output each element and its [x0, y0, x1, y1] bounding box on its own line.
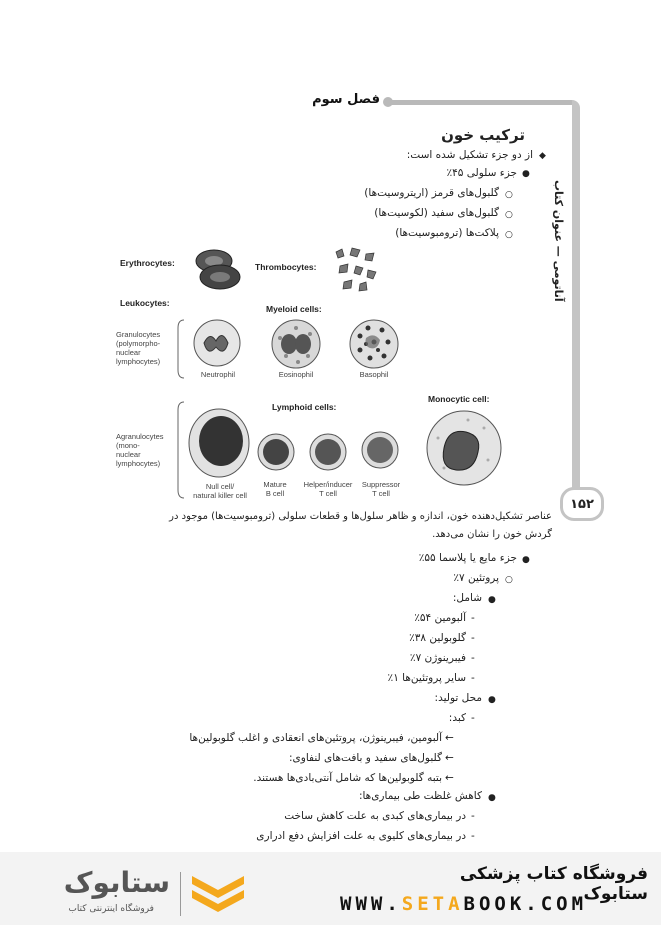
decrease-item: در بیماری‌های کبدی به علت کاهش ساخت [284, 810, 466, 822]
erythrocytes-illustration [190, 245, 245, 293]
circle-bullet-icon: ○ [505, 575, 513, 585]
section-intro: از دو جزء تشکیل شده است: [406, 149, 533, 161]
chapter-dot [383, 97, 393, 107]
leukocytes-label: Leukocytes: [120, 298, 170, 308]
eosinophil-label: Eosinophil [278, 370, 314, 379]
cell-item: پلاکت‌ها (ترومبوسیت‌ها) [395, 227, 499, 239]
neutrophil-illustration [192, 318, 242, 368]
bullet-icon: ● [522, 169, 530, 179]
mature-b-cell-label: Mature B cell [263, 480, 287, 498]
protein-item: سایر پروتئین‌ها ۱٪ [387, 672, 466, 684]
figure-caption-line: گردش خون را نشان می‌دهد. [432, 529, 552, 540]
bullet-icon: ● [488, 793, 496, 803]
null-cell-illustration [186, 406, 252, 480]
granulocytes-label: Granulocytes (polymorpho- nuclear lymphocytes) [116, 330, 161, 366]
basophil-label: Basophil [359, 370, 389, 379]
circle-bullet-icon: ○ [505, 230, 513, 240]
arrow-item: بتبه گلوبولین‌ها که شامل آنتی‌بادی‌ها هستند. [253, 772, 442, 784]
myeloid-label: Myeloid cells: [266, 304, 322, 314]
proteins-item: پروتئین ۷٪ [453, 572, 499, 584]
helper-t-cell-label: Helper/inducer T cell [303, 480, 353, 498]
spine-label: آناتومی — عنوان کتاب [552, 180, 565, 302]
bullet-icon: ● [488, 695, 496, 705]
plasma-title: جزء مایع یا پلاسما ۵۵٪ [418, 552, 517, 564]
helper-t-cell-illustration [308, 432, 348, 472]
logo-text: ستابوک [63, 866, 170, 899]
logo-divider [180, 872, 181, 916]
circle-bullet-icon: ○ [505, 190, 513, 200]
book-logo-icon [188, 868, 248, 920]
protein-item: فیبرینوژن ۷٪ [409, 652, 466, 664]
dash-icon: - [471, 612, 475, 624]
section-title: ترکیب خون [441, 126, 525, 144]
protein-item: گلوبولین ۳۸٪ [409, 632, 466, 644]
arrow-left-icon: ← [445, 772, 454, 784]
dash-icon: - [471, 652, 475, 664]
liver-item: کبد: [448, 712, 466, 724]
bullet-icon: ● [522, 555, 530, 565]
arrow-left-icon: ← [445, 732, 454, 744]
dash-icon: - [471, 632, 475, 644]
logo-subtitle: فروشگاه اینترنتی کتاب [68, 904, 154, 914]
bullet-icon: ● [488, 595, 496, 605]
mature-b-cell-illustration [256, 432, 296, 472]
includes-item: شامل: [452, 592, 482, 604]
decrease-title: کاهش غلظت طی بیماری‌ها: [358, 790, 482, 802]
chapter-title: فصل سوم [312, 92, 380, 107]
dash-icon: - [471, 712, 475, 724]
diamond-bullet-icon: ◆ [539, 151, 546, 161]
agranulocytes-label: Agranulocytes (mono- nuclear lymphocytes) [116, 432, 164, 468]
eosinophil-illustration [270, 318, 322, 370]
page-number: ۱۵۲ [560, 487, 604, 521]
suppressor-t-cell-illustration [360, 430, 400, 470]
protein-item: آلبومین ۵۴٪ [414, 612, 466, 624]
thrombocytes-illustration [332, 246, 382, 298]
erythrocytes-label: Erythrocytes: [120, 258, 175, 268]
store-name: فروشگاه کتاب پزشکی ستابوک [459, 864, 648, 904]
circle-bullet-icon: ○ [505, 210, 513, 220]
decrease-item: در بیماری‌های کلیوی به علت افزایش دفع ادراری [256, 830, 466, 842]
store-url[interactable]: WWW.SETABOOK.COM [340, 893, 588, 915]
cell-item: گلبول‌های سفید (لکوسیت‌ها) [374, 207, 499, 219]
null-cell-label: Null cell/ natural killer cell [193, 482, 247, 500]
basophil-illustration [348, 318, 400, 370]
neutrophil-label: Neutrophil [200, 370, 236, 379]
granulocytes-bracket [176, 318, 186, 380]
lymphoid-label: Lymphoid cells: [272, 402, 337, 412]
cellular-part: جزء سلولی ۴۵٪ [446, 167, 517, 179]
thrombocytes-label: Thrombocytes: [255, 262, 317, 272]
monocyte-illustration [424, 408, 504, 488]
suppressor-t-cell-label: Suppressor T cell [361, 480, 401, 498]
dash-icon: - [471, 830, 475, 842]
figure-caption-line: عناصر تشکیل‌دهنده خون، اندازه و ظاهر سلول‌ها و قطعات سلولی (ترومبوسیت‌ها) موجود در [169, 511, 552, 522]
production-site: محل تولید: [434, 692, 482, 704]
monocytic-label: Monocytic cell: [428, 394, 490, 404]
cell-item: گلبول‌های قرمز (اریتروسیت‌ها) [364, 187, 499, 199]
arrow-item: آلبومین، فیبرینوژن، پروتئین‌های انعقادی و اغلب گلوبولین‌ها [189, 732, 442, 744]
dash-icon: - [471, 672, 475, 684]
chapter-line [388, 100, 574, 105]
arrow-item: گلبول‌های سفید و بافت‌های لنفاوی: [289, 752, 442, 764]
arrow-left-icon: ← [445, 752, 454, 764]
dash-icon: - [471, 810, 475, 822]
